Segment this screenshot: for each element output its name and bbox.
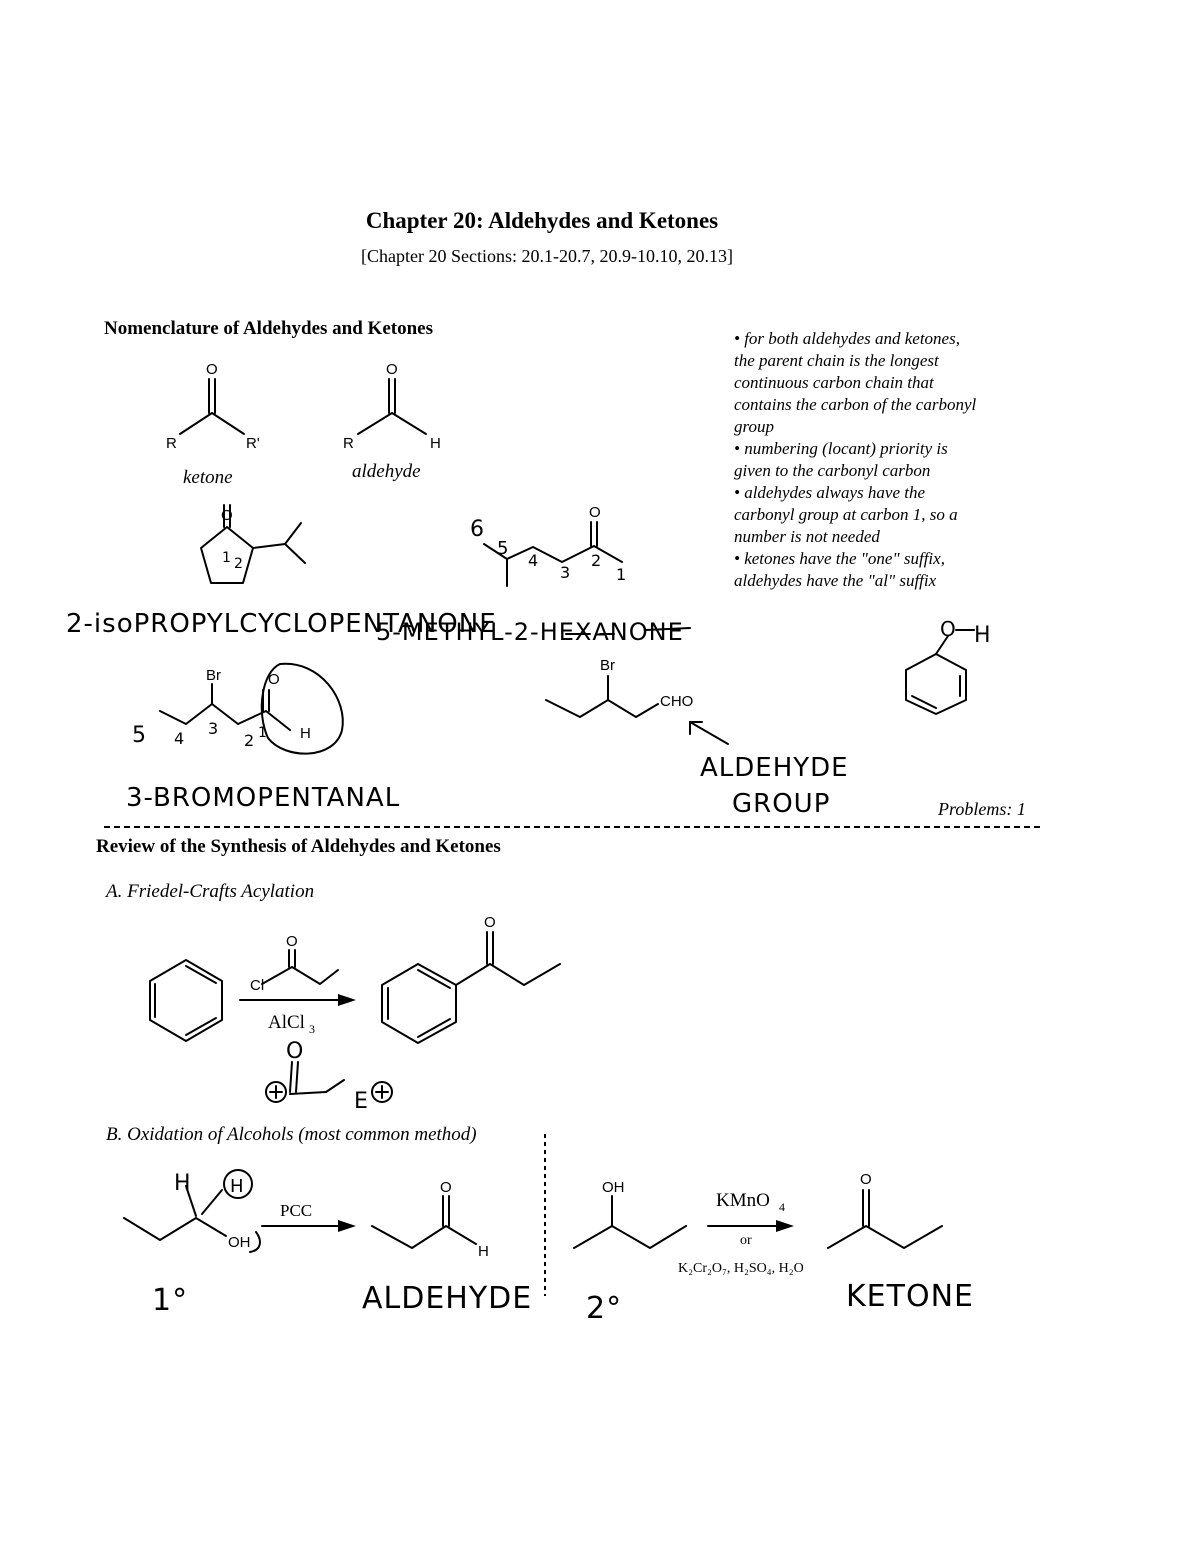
bromo-cho-structure bbox=[546, 657, 728, 744]
atom-label: O bbox=[268, 671, 280, 688]
handwritten-aldehyde: ALDEHYDE bbox=[362, 1281, 533, 1316]
bromopentanal-structure bbox=[132, 664, 343, 754]
atom-label: R bbox=[343, 435, 354, 452]
note-line: number is not needed bbox=[734, 527, 880, 546]
reagent-dichromate: K₂Cr₂O₇, H₂SO₄, H₂O bbox=[678, 1261, 804, 1276]
handwritten-ketone: KETONE bbox=[846, 1279, 974, 1314]
atom-label: O bbox=[386, 361, 398, 378]
handwritten-name-bromopentanal: 3-BROMOPENTANAL bbox=[126, 783, 401, 813]
reagent-label: AlCl bbox=[268, 1012, 305, 1033]
benzene-structure bbox=[150, 960, 222, 1041]
benzaldehyde-sketch bbox=[906, 617, 992, 714]
reagent-kmno4: KMnO bbox=[716, 1190, 770, 1211]
atom-label: H bbox=[300, 725, 311, 742]
atom-label: R' bbox=[246, 435, 260, 452]
note-line: • for both aldehydes and ketones, bbox=[734, 329, 960, 348]
locant: 5 bbox=[497, 538, 510, 559]
primary-alcohol-structure bbox=[124, 1170, 260, 1252]
locant: 5 bbox=[132, 723, 147, 748]
reagent-subscript: 4 bbox=[779, 1200, 785, 1214]
locant: 4 bbox=[528, 551, 540, 570]
note-line: the parent chain is the longest bbox=[734, 351, 939, 370]
atom-label: O bbox=[484, 914, 496, 931]
isopropylcyclopentanone-structure bbox=[201, 505, 305, 583]
locant: 2 bbox=[234, 556, 244, 572]
atom-label: CHO bbox=[660, 693, 694, 710]
locant: 3 bbox=[560, 563, 572, 582]
locant: 6 bbox=[470, 517, 485, 542]
atom-label: H bbox=[478, 1243, 489, 1260]
ketone-structure bbox=[166, 361, 260, 452]
handwritten-secondary: 2° bbox=[586, 1291, 623, 1326]
atom-label: O bbox=[860, 1171, 872, 1188]
hand-atom: H bbox=[230, 1176, 245, 1197]
locant: 2 bbox=[591, 551, 603, 570]
atom-label: O bbox=[440, 1179, 452, 1196]
aldehyde-structure bbox=[343, 361, 441, 452]
note-line: aldehydes have the "al" suffix bbox=[734, 571, 937, 590]
acyl-chloride-reagent bbox=[240, 933, 356, 1036]
locant: 1 bbox=[222, 550, 232, 566]
synthesis-heading: Review of the Synthesis of Aldehydes and Ketones bbox=[96, 836, 501, 857]
page-title: Chapter 20: Aldehydes and Ketones bbox=[365, 208, 719, 233]
atom-label: H bbox=[430, 435, 441, 452]
note-line: • ketones have the "one" suffix, bbox=[734, 549, 945, 568]
atom-label: O bbox=[286, 933, 298, 950]
problems-label: Problems: 1 bbox=[938, 799, 1026, 819]
handwritten-group-note: GROUP bbox=[732, 789, 831, 819]
nomenclature-heading: Nomenclature of Aldehydes and Ketones bbox=[104, 318, 433, 339]
note-line: • aldehydes always have the bbox=[734, 483, 926, 502]
handwritten-name-isopropylcyclopentanone: 2-isoPROPYLCYCLOPENTANONE bbox=[66, 609, 497, 639]
locant: 4 bbox=[174, 729, 186, 748]
hand-atom: O bbox=[286, 1039, 305, 1064]
secondary-alcohol-structure bbox=[574, 1179, 686, 1248]
hand-electrophile: E bbox=[354, 1089, 369, 1114]
atom-label: Br bbox=[206, 667, 221, 684]
handwritten-primary: 1° bbox=[152, 1283, 189, 1318]
propiophenone-structure bbox=[382, 914, 560, 1043]
note-line: given to the carbonyl carbon bbox=[734, 461, 931, 480]
reagent-pcc: PCC bbox=[280, 1201, 313, 1220]
section-b-label: B. Oxidation of Alcohols (most common method) bbox=[106, 1124, 477, 1145]
atom-label: O bbox=[221, 507, 233, 524]
locant: 3 bbox=[208, 719, 220, 738]
handwritten-name-methylhexanone: 5-METHYL-2-HEXANONE bbox=[376, 618, 684, 646]
atom-label: R bbox=[166, 435, 177, 452]
locant: 2 bbox=[244, 731, 256, 750]
note-line: continuous carbon chain that bbox=[734, 373, 934, 392]
reagent-subscript: 3 bbox=[309, 1022, 315, 1036]
acylium-sketch bbox=[266, 1039, 392, 1114]
aldehyde-label: aldehyde bbox=[352, 461, 421, 482]
butanone-structure bbox=[828, 1171, 942, 1248]
hand-atom: H bbox=[174, 1171, 192, 1196]
propanal-structure bbox=[372, 1179, 489, 1260]
note-line: contains the carbon of the carbonyl bbox=[734, 395, 977, 414]
methylhexanone-structure bbox=[470, 504, 627, 586]
atom-label: O bbox=[589, 504, 601, 521]
reagent-or: or bbox=[740, 1233, 752, 1248]
atom-label: Cl bbox=[250, 977, 265, 994]
page-subtitle: [Chapter 20 Sections: 20.1-20.7, 20.9-10.10, 20.13] bbox=[361, 246, 733, 266]
atom-label: OH bbox=[602, 1179, 625, 1196]
locant: 1 bbox=[616, 565, 628, 584]
section-a-label: A. Friedel-Crafts Acylation bbox=[106, 881, 315, 902]
note-line: carbonyl group at carbon 1, so a bbox=[734, 505, 958, 524]
hand-atom: H bbox=[974, 623, 992, 648]
note-line: group bbox=[734, 417, 774, 436]
atom-label: O bbox=[206, 361, 218, 378]
atom-label: OH bbox=[228, 1234, 251, 1251]
ketone-label: ketone bbox=[183, 467, 233, 488]
atom-label: Br bbox=[600, 657, 615, 674]
locant: 1 bbox=[258, 725, 268, 741]
hand-atom: O bbox=[940, 617, 957, 641]
handwritten-aldehyde-note: ALDEHYDE bbox=[700, 753, 849, 783]
note-line: • numbering (locant) priority is bbox=[734, 439, 948, 458]
